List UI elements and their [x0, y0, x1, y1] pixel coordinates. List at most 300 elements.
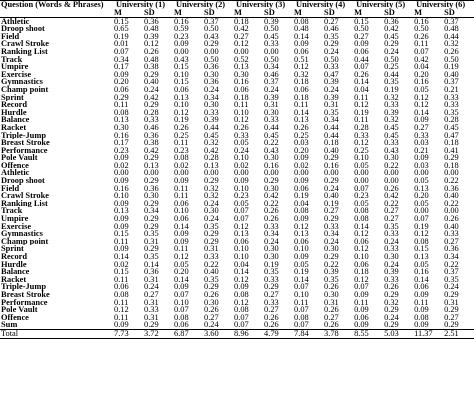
stat-header-sd: SD	[444, 9, 455, 17]
mean-cell: 0.16	[114, 184, 129, 193]
mean-cell: 0.07	[174, 306, 189, 314]
mean-cell: 0.04	[354, 85, 369, 94]
sd-cell: 0.29	[384, 290, 399, 299]
table-row	[0, 306, 474, 314]
sd-cell: 0.33	[204, 108, 219, 117]
sd-cell: 0.39	[324, 78, 339, 86]
university-header: University (1)	[116, 0, 166, 9]
total-cell: 3.60	[204, 329, 219, 338]
sd-cell: 0.38	[144, 139, 159, 147]
university-header: University (6)	[416, 0, 466, 9]
table-row	[0, 25, 474, 33]
table-row	[0, 86, 474, 94]
mean-cell: 0.00	[414, 169, 429, 178]
sd-cell: 0.00	[264, 169, 279, 178]
mean-cell: 0.12	[414, 230, 429, 238]
mean-cell: 0.10	[234, 108, 249, 117]
sd-cell: 0.29	[384, 40, 399, 48]
sd-cell: 0.18	[444, 139, 459, 147]
sd-cell: 0.27	[204, 313, 219, 322]
mean-cell: 0.59	[174, 25, 189, 33]
mean-cell: 0.26	[294, 123, 309, 132]
mean-cell: 0.04	[234, 260, 249, 269]
mean-cell: 0.06	[174, 199, 189, 208]
mean-cell: 0.15	[354, 17, 369, 26]
question-label: Track	[1, 55, 23, 64]
total-row	[0, 329, 474, 338]
sd-cell: 0.32	[204, 184, 219, 193]
sd-cell: 0.29	[144, 154, 159, 162]
sd-cell: 0.46	[324, 25, 339, 33]
mean-cell: 0.07	[294, 306, 309, 314]
sd-cell: 0.39	[264, 93, 279, 102]
sd-cell: 0.35	[144, 253, 159, 261]
sd-cell: 0.33	[384, 275, 399, 284]
mean-cell: 0.32	[294, 70, 309, 79]
sd-cell: 0.26	[264, 321, 279, 330]
mean-cell: 0.18	[234, 17, 249, 26]
mean-cell: 0.09	[174, 40, 189, 48]
sd-cell: 0.44	[264, 123, 279, 132]
mean-cell: 0.06	[294, 85, 309, 94]
mean-cell: 0.43	[174, 55, 189, 64]
mean-cell: 0.12	[354, 275, 369, 284]
sd-cell: 0.24	[324, 85, 339, 94]
mean-cell: 0.19	[174, 116, 189, 124]
sd-cell: 0.29	[144, 222, 159, 231]
sd-cell: 0.00	[384, 177, 399, 185]
question-label: Offence	[1, 161, 29, 170]
table-row	[0, 230, 474, 238]
stat-header-mean: M	[174, 9, 182, 17]
question-label: Record	[1, 101, 28, 109]
sd-cell: 0.27	[144, 290, 159, 299]
mean-cell: 0.09	[354, 306, 369, 314]
sd-cell: 0.39	[324, 93, 339, 102]
sd-cell: 0.19	[384, 85, 399, 94]
sd-cell: 0.35	[444, 108, 459, 117]
mean-cell: 0.20	[174, 268, 189, 276]
sd-cell: 0.19	[264, 260, 279, 269]
sd-cell: 0.43	[264, 146, 279, 155]
mean-cell: 0.05	[414, 199, 429, 208]
mean-cell: 0.12	[414, 93, 429, 102]
mean-cell: 0.08	[234, 290, 249, 299]
question-label: Triple-Jump	[1, 131, 46, 140]
sd-cell: 0.27	[264, 290, 279, 299]
table-row	[0, 215, 474, 223]
mean-cell: 0.06	[354, 47, 369, 56]
sd-cell: 0.29	[204, 237, 219, 246]
sd-cell: 0.30	[204, 298, 219, 307]
sd-cell: 0.28	[444, 116, 459, 124]
sd-cell: 0.46	[264, 70, 279, 79]
table-row	[0, 147, 474, 155]
question-label: Hurdle	[1, 108, 27, 117]
sd-cell: 0.19	[444, 63, 459, 71]
table-row	[0, 261, 474, 269]
table-row	[0, 169, 474, 177]
mean-cell: 0.16	[414, 268, 429, 276]
sd-cell: 0.45	[384, 131, 399, 140]
sd-cell: 0.24	[384, 260, 399, 269]
sd-cell: 0.36	[144, 268, 159, 276]
sd-cell: 0.30	[324, 290, 339, 299]
sd-cell: 0.29	[384, 306, 399, 314]
mean-cell: 0.09	[114, 199, 129, 208]
question-label: Field	[1, 184, 20, 193]
sd-cell: 0.27	[324, 17, 339, 26]
mean-cell: 0.06	[294, 47, 309, 56]
sd-cell: 0.36	[144, 131, 159, 140]
mean-cell: 0.16	[234, 78, 249, 86]
table-row	[0, 200, 474, 208]
mean-cell: 0.05	[354, 199, 369, 208]
sd-cell: 0.27	[324, 207, 339, 216]
sd-cell: 0.42	[204, 146, 219, 155]
question-label: Pole Vault	[1, 306, 38, 314]
mean-cell: 0.11	[114, 101, 129, 109]
mean-cell: 0.09	[114, 215, 129, 223]
mean-cell: 0.50	[414, 25, 429, 33]
mean-cell: 0.09	[174, 237, 189, 246]
sd-cell: 0.31	[204, 245, 219, 253]
sd-cell: 0.32	[444, 40, 459, 48]
total-cell: 3.78	[324, 329, 339, 338]
mean-cell: 0.27	[414, 123, 429, 132]
mean-cell: 0.23	[174, 146, 189, 155]
mean-cell: 0.07	[234, 321, 249, 330]
table-row	[0, 40, 474, 48]
mean-cell: 0.44	[354, 55, 369, 64]
mean-cell: 0.10	[294, 290, 309, 299]
mean-cell: 0.33	[234, 131, 249, 140]
mean-cell: 0.12	[174, 108, 189, 117]
mean-cell: 0.09	[234, 177, 249, 185]
sd-cell: 0.36	[444, 184, 459, 193]
sd-cell: 0.33	[324, 222, 339, 231]
mean-cell: 0.09	[414, 116, 429, 124]
sd-cell: 0.28	[144, 108, 159, 117]
mean-cell: 0.08	[414, 313, 429, 322]
mean-cell: 0.09	[354, 321, 369, 330]
mean-cell: 0.02	[174, 161, 189, 170]
sd-cell: 0.27	[324, 313, 339, 322]
sd-cell: 0.40	[144, 78, 159, 86]
mean-cell: 0.18	[234, 93, 249, 102]
sd-cell: 0.29	[144, 245, 159, 253]
mean-cell: 0.25	[174, 131, 189, 140]
table-row	[0, 56, 474, 64]
sd-cell: 0.36	[204, 63, 219, 71]
mean-cell: 0.06	[354, 237, 369, 246]
sd-cell: 0.34	[324, 230, 339, 238]
question-label: Balance	[1, 268, 30, 276]
mean-cell: 0.03	[294, 139, 309, 147]
mean-cell: 0.10	[354, 154, 369, 162]
mean-cell: 0.17	[114, 63, 129, 71]
sd-cell: 0.50	[444, 55, 459, 64]
mean-cell: 0.00	[354, 169, 369, 178]
question-label: Droop shoot	[1, 177, 45, 185]
mean-cell: 0.11	[234, 101, 249, 109]
sd-cell: 0.27	[384, 207, 399, 216]
sd-cell: 0.42	[264, 192, 279, 200]
sd-cell: 0.35	[324, 32, 339, 41]
mean-cell: 0.11	[174, 139, 189, 147]
table-row	[0, 109, 474, 117]
sd-cell: 0.24	[144, 85, 159, 94]
mean-cell: 0.07	[414, 215, 429, 223]
mean-cell: 0.14	[234, 268, 249, 276]
sd-cell: 0.29	[204, 40, 219, 48]
sd-cell: 0.30	[384, 154, 399, 162]
sd-cell: 0.36	[144, 17, 159, 26]
stat-header-sd: SD	[264, 9, 275, 17]
table-row	[0, 33, 474, 41]
sd-cell: 0.26	[384, 184, 399, 193]
header-row-statistics	[0, 9, 474, 17]
stat-header-mean: M	[354, 9, 362, 17]
mean-cell: 0.09	[414, 321, 429, 330]
sd-cell: 0.00	[324, 169, 339, 178]
mean-cell: 0.05	[414, 260, 429, 269]
total-cell: 7.84	[294, 329, 309, 338]
mean-cell: 0.02	[114, 161, 129, 170]
mean-cell: 0.09	[294, 253, 309, 261]
mean-cell: 0.11	[294, 298, 309, 307]
mean-cell: 0.14	[174, 275, 189, 284]
mean-cell: 0.23	[174, 32, 189, 41]
mean-cell: 0.12	[294, 63, 309, 71]
university-header: University (5)	[356, 0, 406, 9]
table-row	[0, 268, 474, 276]
table-row	[0, 124, 474, 132]
sd-cell: 0.32	[204, 139, 219, 147]
table-body	[0, 17, 474, 329]
sd-cell: 0.39	[324, 268, 339, 276]
mean-cell: 0.05	[234, 199, 249, 208]
mean-cell: 0.65	[114, 25, 129, 33]
mean-cell: 0.12	[294, 222, 309, 231]
sd-cell: 0.47	[444, 131, 459, 140]
mean-cell: 0.18	[294, 78, 309, 86]
sd-cell: 0.26	[324, 283, 339, 291]
sd-cell: 0.44	[324, 123, 339, 132]
mean-cell: 0.29	[114, 93, 129, 102]
mean-cell: 0.19	[414, 222, 429, 231]
mean-cell: 0.14	[354, 222, 369, 231]
sd-cell: 0.39	[204, 116, 219, 124]
mean-cell: 0.12	[354, 230, 369, 238]
table-row	[0, 132, 474, 140]
mean-cell: 0.27	[234, 32, 249, 41]
sd-cell: 0.29	[144, 321, 159, 330]
table-row	[0, 321, 474, 329]
sd-cell: 0.34	[204, 93, 219, 102]
mean-cell: 0.18	[354, 268, 369, 276]
sd-cell: 0.24	[324, 184, 339, 193]
mean-cell: 0.14	[294, 108, 309, 117]
sd-cell: 0.34	[324, 116, 339, 124]
mean-cell: 0.06	[294, 237, 309, 246]
sd-cell: 0.35	[144, 230, 159, 238]
mean-cell: 0.23	[114, 146, 129, 155]
mean-cell: 0.10	[234, 154, 249, 162]
table-row	[0, 154, 474, 162]
mean-cell: 0.09	[294, 215, 309, 223]
mean-cell: 0.06	[294, 184, 309, 193]
mean-cell: 0.20	[414, 70, 429, 79]
mean-cell: 0.09	[114, 177, 129, 185]
mean-cell: 0.02	[294, 161, 309, 170]
sd-cell: 0.40	[444, 222, 459, 231]
sd-cell: 0.24	[204, 199, 219, 208]
question-label: Breast Stroke	[1, 290, 50, 299]
table-row	[0, 299, 474, 307]
sd-cell: 0.26	[324, 321, 339, 330]
sd-cell: 0.31	[144, 275, 159, 284]
sd-cell: 0.26	[444, 215, 459, 223]
mean-cell: 0.09	[294, 40, 309, 48]
mean-cell: 0.08	[294, 207, 309, 216]
empty-header-cell	[0, 9, 114, 17]
sd-cell: 0.22	[204, 260, 219, 269]
sd-cell: 0.31	[324, 298, 339, 307]
sd-cell: 0.27	[384, 215, 399, 223]
sd-cell: 0.39	[384, 108, 399, 117]
mean-cell: 0.00	[174, 169, 189, 178]
table-row	[0, 177, 474, 185]
stat-header-mean: M	[114, 9, 122, 17]
sd-cell: 0.31	[444, 298, 459, 307]
mean-cell: 0.14	[414, 275, 429, 284]
sd-cell: 0.24	[204, 321, 219, 330]
mean-cell: 0.10	[354, 253, 369, 261]
mean-cell: 0.17	[114, 139, 129, 147]
mean-cell: 0.30	[114, 123, 129, 132]
question-label: Crawl Stroke	[1, 192, 49, 200]
table-row	[0, 276, 474, 284]
sd-cell: 0.30	[204, 101, 219, 109]
mean-cell: 0.07	[414, 47, 429, 56]
sd-cell: 0.29	[444, 306, 459, 314]
sd-cell: 0.22	[264, 199, 279, 208]
total-cell: 11.37	[414, 329, 433, 338]
mean-cell: 0.13	[414, 253, 429, 261]
sd-cell: 0.00	[144, 169, 159, 178]
sd-cell: 0.00	[384, 169, 399, 178]
mean-cell: 0.06	[354, 260, 369, 269]
sd-cell: 0.29	[444, 290, 459, 299]
sd-cell: 0.33	[264, 298, 279, 307]
mean-cell: 0.08	[354, 207, 369, 216]
sd-cell: 0.40	[444, 192, 459, 200]
mean-cell: 0.09	[174, 283, 189, 291]
question-label: Sprint	[1, 245, 24, 253]
mean-cell: 0.33	[354, 131, 369, 140]
sd-cell: 0.45	[204, 131, 219, 140]
sd-cell: 0.48	[144, 25, 159, 33]
question-label: Sprint	[1, 93, 24, 102]
sd-cell: 0.24	[384, 313, 399, 322]
table-row	[0, 314, 474, 322]
sd-cell: 0.13	[144, 161, 159, 170]
question-label: Umpire	[1, 215, 29, 223]
sd-cell: 0.00	[444, 169, 459, 178]
mean-cell: 0.07	[234, 215, 249, 223]
sd-cell: 0.44	[444, 32, 459, 41]
question-label: Gymnastics	[1, 230, 43, 238]
sd-cell: 0.31	[144, 298, 159, 307]
mean-cell: 0.23	[234, 192, 249, 200]
mean-cell: 0.07	[354, 283, 369, 291]
sd-cell: 0.50	[204, 25, 219, 33]
sd-cell: 0.33	[264, 275, 279, 284]
mean-cell: 0.08	[114, 290, 129, 299]
sd-cell: 0.38	[144, 63, 159, 71]
mean-cell: 0.11	[114, 313, 129, 322]
mean-cell: 0.09	[114, 70, 129, 79]
table-row	[0, 245, 474, 253]
mean-cell: 0.08	[354, 215, 369, 223]
mean-cell: 0.06	[114, 283, 129, 291]
mean-cell: 0.04	[414, 63, 429, 71]
table-row	[0, 162, 474, 170]
sd-cell: 0.34	[144, 207, 159, 216]
mean-cell: 0.15	[174, 63, 189, 71]
sd-cell: 0.35	[384, 222, 399, 231]
mean-cell: 0.12	[114, 306, 129, 314]
sd-cell: 0.33	[384, 245, 399, 253]
sd-cell: 0.31	[144, 313, 159, 322]
sd-cell: 0.50	[204, 55, 219, 64]
mean-cell: 0.09	[294, 154, 309, 162]
sd-cell: 0.35	[384, 78, 399, 86]
mean-cell: 0.07	[294, 321, 309, 330]
mean-cell: 0.13	[114, 116, 129, 124]
mean-cell: 0.11	[114, 298, 129, 307]
sd-cell: 0.42	[144, 146, 159, 155]
mean-cell: 0.42	[234, 25, 249, 33]
mean-cell: 0.05	[174, 260, 189, 269]
sd-cell: 0.33	[264, 222, 279, 231]
header-row-universities	[0, 1, 474, 10]
mean-cell: 0.11	[174, 192, 189, 200]
mean-cell: 0.52	[234, 55, 249, 64]
sd-cell: 0.29	[144, 199, 159, 208]
mean-cell: 0.27	[354, 32, 369, 41]
mean-cell: 0.09	[414, 306, 429, 314]
mean-cell: 0.08	[234, 306, 249, 314]
mean-cell: 0.06	[114, 85, 129, 94]
sd-cell: 0.48	[144, 55, 159, 64]
sd-cell: 0.29	[204, 177, 219, 185]
sd-cell: 0.44	[384, 70, 399, 79]
table-row	[0, 63, 474, 71]
mean-cell: 0.06	[414, 283, 429, 291]
sd-cell: 0.42	[384, 192, 399, 200]
mean-cell: 0.12	[354, 101, 369, 109]
sd-cell: 0.34	[444, 253, 459, 261]
sd-cell: 0.22	[384, 199, 399, 208]
mean-cell: 0.12	[414, 101, 429, 109]
mean-cell: 0.11	[414, 40, 429, 48]
mean-cell: 0.42	[414, 55, 429, 64]
mean-cell: 0.10	[174, 70, 189, 79]
mean-cell: 0.13	[234, 230, 249, 238]
question-label: Exercise	[1, 70, 32, 79]
